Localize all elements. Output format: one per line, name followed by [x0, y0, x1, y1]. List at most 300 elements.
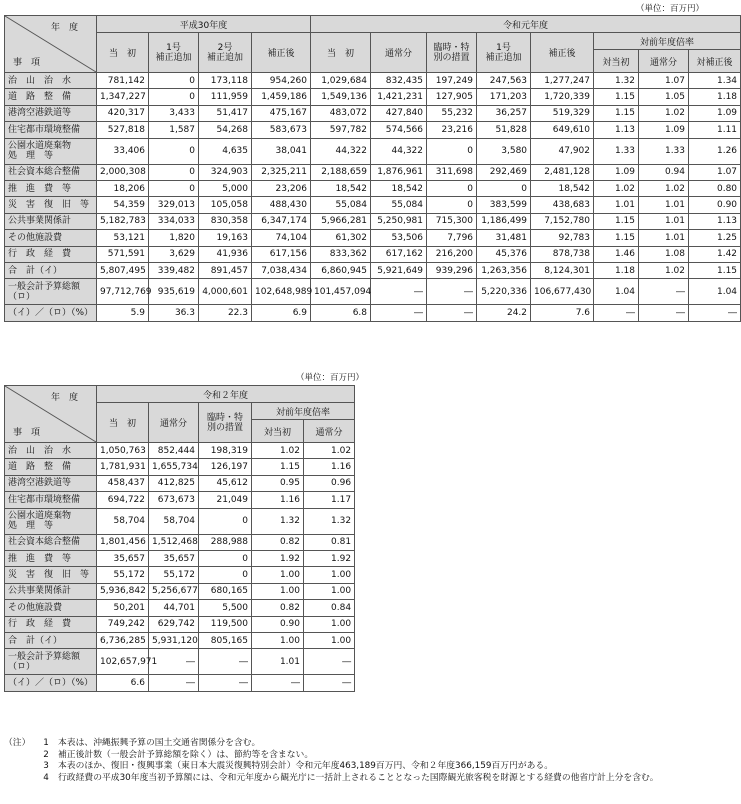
table-cell: 0.94: [639, 164, 689, 180]
note-text: 行政経費の平成30年度当初予算額には、令和元年度から観光庁に一括計上されることとなった国際観光旅客税を財源とする経費の他省庁計上分を含む。: [58, 772, 659, 783]
table-cell: 1.09: [639, 122, 689, 138]
table-cell: ―: [252, 675, 304, 691]
table-cell: 23,216: [427, 122, 477, 138]
table-cell: 1.15: [594, 105, 639, 121]
table-row: [5, 138, 741, 164]
row-label: 住宅都市環境整備: [5, 122, 97, 138]
row-label: 行 政 経 費: [5, 616, 97, 632]
corner-item-label: 事 項: [13, 58, 41, 68]
table-cell: 111,959: [199, 89, 252, 105]
table-cell: 55,084: [371, 197, 427, 213]
table-cell: 1.00: [304, 616, 355, 632]
table-cell: 5,256,677: [149, 583, 199, 599]
table-cell: 1,801,456: [97, 534, 149, 550]
table-cell: 97,712,769: [97, 279, 149, 305]
table-cell: 1.04: [689, 279, 741, 305]
corner2-year-label: 年 度: [50, 393, 78, 403]
row-label: 行 政 経 費: [5, 246, 97, 262]
row-label: （イ）／（ロ）（%）: [5, 305, 97, 321]
table-row: [5, 305, 741, 321]
note-number: 4: [43, 772, 49, 783]
table-cell: 0: [149, 180, 199, 196]
table-cell: 6.9: [252, 305, 311, 321]
table-cell: 0: [199, 508, 252, 534]
table-cell: 805,165: [199, 632, 252, 648]
table-cell: 24.2: [477, 305, 531, 321]
table-cell: 571,591: [97, 246, 149, 262]
table-cell: 1.02: [639, 105, 689, 121]
table-cell: 1,876,961: [371, 164, 427, 180]
unit-label-top: （単位：百万円）: [635, 4, 704, 14]
note-number: 3: [43, 761, 49, 772]
table-cell: 0: [427, 138, 477, 164]
table-cell: 19,163: [199, 230, 252, 246]
table-cell: 833,362: [311, 246, 371, 262]
table-cell: 1.02: [639, 180, 689, 196]
table-cell: 5,182,783: [97, 213, 149, 229]
table-cell: 1,655,734: [149, 459, 199, 475]
table-cell: 0.96: [304, 475, 355, 491]
table-cell: 1.16: [252, 492, 304, 508]
table-cell: 18,542: [311, 180, 371, 196]
table-cell: 1.46: [594, 246, 639, 262]
table-cell: 878,738: [531, 246, 594, 262]
table-row: [5, 73, 741, 89]
t2-col-vs-initial: 対当初: [252, 420, 304, 443]
header-fy2018: 平成30年度: [97, 16, 311, 33]
table-row: [5, 89, 741, 105]
table-cell: 1.32: [252, 508, 304, 534]
budget-table-2018-2019: [4, 15, 741, 322]
note-number: 1: [43, 738, 49, 748]
table-cell: 0.81: [304, 534, 355, 550]
table-cell: 0: [149, 138, 199, 164]
table-cell: 1.02: [252, 443, 304, 459]
table-cell: 311,698: [427, 164, 477, 180]
table-cell: 3,629: [149, 246, 199, 262]
table-cell: 3,433: [149, 105, 199, 121]
table-cell: 1.08: [639, 246, 689, 262]
table-cell: 1.05: [639, 89, 689, 105]
table-row: [5, 105, 741, 121]
table-cell: 5,966,281: [311, 213, 371, 229]
table-cell: 0.80: [689, 180, 741, 196]
table-cell: 1.13: [689, 213, 741, 229]
table-row: [5, 262, 741, 278]
table-cell: 629,742: [149, 616, 199, 632]
table-cell: 58,704: [149, 508, 199, 534]
table-corner-header: [5, 16, 97, 73]
table-cell: 0.82: [252, 600, 304, 616]
table-cell: 41,936: [199, 246, 252, 262]
table-cell: 101,457,094: [311, 279, 371, 305]
table-row: [5, 475, 355, 491]
table-cell: 1.18: [689, 89, 741, 105]
table-cell: 0: [199, 550, 252, 566]
table-cell: 0: [149, 164, 199, 180]
row-label: 推 進 費 等: [5, 180, 97, 196]
table-cell: ―: [689, 305, 741, 321]
table-cell: 55,172: [149, 567, 199, 583]
table-cell: 31,481: [477, 230, 531, 246]
table-cell: 5,500: [199, 600, 252, 616]
table-cell: 0: [199, 567, 252, 583]
header-fy2020: 令和２年度: [97, 386, 355, 403]
table-cell: 5,936,842: [97, 583, 149, 599]
table-cell: 4,635: [199, 138, 252, 164]
table-row: [5, 443, 355, 459]
table-cell: 6,347,174: [252, 213, 311, 229]
table-cell: 5,250,981: [371, 213, 427, 229]
table-cell: ―: [639, 305, 689, 321]
table-cell: 2,325,211: [252, 164, 311, 180]
table-cell: 216,200: [427, 246, 477, 262]
table-cell: 0.90: [689, 197, 741, 213]
col-after: 補正後: [252, 33, 311, 73]
table-cell: 53,121: [97, 230, 149, 246]
table-cell: 583,673: [252, 122, 311, 138]
row-label: 道 路 整 備: [5, 459, 97, 475]
table-row: [5, 180, 741, 196]
table-cell: 427,840: [371, 105, 427, 121]
col-after-2019: 補正後: [531, 33, 594, 73]
table-cell: 35,657: [149, 550, 199, 566]
table-cell: 1.16: [304, 459, 355, 475]
table-cell: 5,220,336: [477, 279, 531, 305]
table-cell: ―: [304, 649, 355, 675]
row-label: 推 進 費 等: [5, 550, 97, 566]
table-cell: 53,506: [371, 230, 427, 246]
table-row: [5, 534, 355, 550]
table-cell: 1.02: [304, 443, 355, 459]
table-cell: 1,277,247: [531, 73, 594, 89]
table-cell: 1.15: [252, 459, 304, 475]
table-cell: 7.6: [531, 305, 594, 321]
table-cell: 5,807,495: [97, 262, 149, 278]
table-cell: 1,029,684: [311, 73, 371, 89]
table-cell: 50,201: [97, 600, 149, 616]
table-cell: 45,612: [199, 475, 252, 491]
table-cell: 339,482: [149, 262, 199, 278]
table-cell: 38,041: [252, 138, 311, 164]
table-cell: 74,104: [252, 230, 311, 246]
row-label: その他施設費: [5, 600, 97, 616]
row-label: 治 山 治 水: [5, 443, 97, 459]
table-cell: 1.33: [594, 138, 639, 164]
table-cell: ―: [594, 305, 639, 321]
row-label: 公園水道廃棄物 処 理 等: [5, 508, 97, 534]
table-cell: 2,188,659: [311, 164, 371, 180]
table-cell: 171,203: [477, 89, 531, 105]
corner-year-label: 年 度: [50, 23, 78, 33]
table-row: [5, 230, 741, 246]
table-cell: 1,263,356: [477, 262, 531, 278]
table-cell: 1.15: [689, 262, 741, 278]
note-head: [4, 750, 34, 762]
table-cell: 680,165: [199, 583, 252, 599]
table-cell: ―: [427, 305, 477, 321]
table-cell: 55,084: [311, 197, 371, 213]
table-row: [5, 616, 355, 632]
table2-corner-header: [5, 386, 97, 443]
note-item: [4, 773, 706, 785]
table-row: [5, 632, 355, 648]
table-cell: 519,329: [531, 105, 594, 121]
table-cell: 1.18: [594, 262, 639, 278]
row-label: 港湾空港鉄道等: [5, 475, 97, 491]
row-label: 災 害 復 旧 等: [5, 567, 97, 583]
row-label: 公園水道廃棄物 処 理 等: [5, 138, 97, 164]
table-cell: 3,580: [477, 138, 531, 164]
col-normal: 通常分: [371, 33, 427, 73]
table-cell: 197,249: [427, 73, 477, 89]
table-cell: 54,359: [97, 197, 149, 213]
row-label: 公共事業関係計: [5, 213, 97, 229]
table-cell: 420,317: [97, 105, 149, 121]
table-cell: 22.3: [199, 305, 252, 321]
table-cell: 1.00: [304, 632, 355, 648]
table-cell: 649,610: [531, 122, 594, 138]
table-cell: 7,152,780: [531, 213, 594, 229]
table-cell: 173,118: [199, 73, 252, 89]
table-cell: 44,701: [149, 600, 199, 616]
t2-col-initial: 当 初: [97, 403, 149, 443]
table-cell: 574,566: [371, 122, 427, 138]
table-cell: 1.00: [252, 632, 304, 648]
corner2-item-label: 事 項: [13, 428, 41, 438]
note-item: [4, 738, 706, 750]
table-cell: 1.15: [594, 230, 639, 246]
table-cell: 1.01: [594, 197, 639, 213]
table-cell: 0: [149, 89, 199, 105]
table-cell: 1,421,231: [371, 89, 427, 105]
row-label: その他施設費: [5, 230, 97, 246]
table-cell: 5,931,120: [149, 632, 199, 648]
table-cell: 105,058: [199, 197, 252, 213]
table-cell: 126,197: [199, 459, 252, 475]
table-cell: 412,825: [149, 475, 199, 491]
row-label: 一般会計予算総額 （ロ）: [5, 279, 97, 305]
table-cell: ―: [304, 675, 355, 691]
table-cell: 5.9: [97, 305, 149, 321]
note-text: 本表は、沖縄振興予算の国土交通省関係分を含む。: [58, 738, 261, 748]
table-cell: 852,444: [149, 443, 199, 459]
table-cell: 0.84: [304, 600, 355, 616]
table-cell: 1.01: [252, 649, 304, 675]
table-cell: ―: [149, 649, 199, 675]
table-cell: 1.00: [252, 567, 304, 583]
row-label: 社会資本総合整備: [5, 164, 97, 180]
table-cell: 1,720,339: [531, 89, 594, 105]
table-row: [5, 649, 355, 675]
unit-label-mid: （単位：百万円）: [296, 373, 365, 383]
table-cell: 1.92: [252, 550, 304, 566]
table-row: [5, 492, 355, 508]
col-initial: 当 初: [97, 33, 149, 73]
table-cell: ―: [371, 305, 427, 321]
table-cell: 1.00: [304, 567, 355, 583]
table-cell: 35,657: [97, 550, 149, 566]
table-cell: 51,828: [477, 122, 531, 138]
table-row: [5, 213, 741, 229]
table-row: [5, 550, 355, 566]
col-vs-after: 対補正後: [689, 50, 741, 73]
table-cell: 329,013: [149, 197, 199, 213]
table-cell: 1.32: [304, 508, 355, 534]
col-supp2: 2号 補正追加: [199, 33, 252, 73]
table-cell: 891,457: [199, 262, 252, 278]
table-cell: 832,435: [371, 73, 427, 89]
notes-section: [4, 738, 706, 784]
table-cell: 127,905: [427, 89, 477, 105]
table-row: [5, 583, 355, 599]
table-cell: 830,358: [199, 213, 252, 229]
table-cell: 488,430: [252, 197, 311, 213]
table-cell: 8,124,301: [531, 262, 594, 278]
header-ratio: 対前年度倍率: [594, 33, 741, 50]
table-cell: ―: [639, 279, 689, 305]
table-cell: 1.01: [639, 230, 689, 246]
note-item: [4, 761, 706, 773]
row-label: 合 計（イ）: [5, 262, 97, 278]
table-cell: 102,657,971: [97, 649, 149, 675]
row-label: 港湾空港鉄道等: [5, 105, 97, 121]
table-cell: 1,186,499: [477, 213, 531, 229]
table-cell: 1,820: [149, 230, 199, 246]
table-cell: 5,000: [199, 180, 252, 196]
table-cell: 55,232: [427, 105, 477, 121]
table-cell: 7,796: [427, 230, 477, 246]
table-cell: 18,206: [97, 180, 149, 196]
table-row: [5, 600, 355, 616]
t2-col-normal: 通常分: [149, 403, 199, 443]
table-cell: 44,322: [371, 138, 427, 164]
table-cell: 288,988: [199, 534, 252, 550]
table-cell: 198,319: [199, 443, 252, 459]
table-cell: 2,000,308: [97, 164, 149, 180]
table-cell: 475,167: [252, 105, 311, 121]
table-cell: 483,072: [311, 105, 371, 121]
table-cell: 617,156: [252, 246, 311, 262]
table-cell: 673,673: [149, 492, 199, 508]
table-cell: 1,512,468: [149, 534, 199, 550]
table-cell: 23,206: [252, 180, 311, 196]
table-cell: 21,049: [199, 492, 252, 508]
row-label: 一般会計予算総額 （ロ）: [5, 649, 97, 675]
table-cell: 0.90: [252, 616, 304, 632]
table-cell: 0.95: [252, 475, 304, 491]
table-cell: 119,500: [199, 616, 252, 632]
table-row: [5, 122, 741, 138]
table-cell: 0: [427, 180, 477, 196]
table-row: [5, 246, 741, 262]
table-cell: 1.09: [594, 164, 639, 180]
note-number: 2: [43, 749, 49, 760]
row-label: 住宅都市環境整備: [5, 492, 97, 508]
table-cell: 4,000,601: [199, 279, 252, 305]
table-cell: 0: [477, 180, 531, 196]
row-label: 災 害 復 旧 等: [5, 197, 97, 213]
table-cell: 0.82: [252, 534, 304, 550]
table-cell: ―: [149, 675, 199, 691]
table-cell: 36.3: [149, 305, 199, 321]
table-cell: 18,542: [531, 180, 594, 196]
table-cell: 1.17: [304, 492, 355, 508]
table-cell: 1.25: [689, 230, 741, 246]
col-supp1-2019: 1号 補正追加: [477, 33, 531, 73]
table-cell: 102,648,989: [252, 279, 311, 305]
table-cell: 1,549,136: [311, 89, 371, 105]
table-cell: 7,038,434: [252, 262, 311, 278]
t2-col-special: 臨時・特 別の措置: [199, 403, 252, 443]
table-row: [5, 279, 741, 305]
col-supp1: 1号 補正追加: [149, 33, 199, 73]
table-cell: 324,903: [199, 164, 252, 180]
table-cell: 6,736,285: [97, 632, 149, 648]
table-cell: 1.01: [639, 197, 689, 213]
table-cell: 1.09: [689, 105, 741, 121]
table-cell: 61,302: [311, 230, 371, 246]
table-cell: 1.32: [594, 73, 639, 89]
table-cell: 247,563: [477, 73, 531, 89]
note-head: [4, 773, 34, 785]
table-cell: 1.92: [304, 550, 355, 566]
row-label: 社会資本総合整備: [5, 534, 97, 550]
note-text: 補正後計数（一般会計予算総額を除く）は、節約等を含まない。: [58, 749, 314, 760]
table-cell: 33,406: [97, 138, 149, 164]
table-row: [5, 567, 355, 583]
table-cell: 1.00: [252, 583, 304, 599]
table-cell: 1.11: [689, 122, 741, 138]
table-cell: 1.00: [304, 583, 355, 599]
table-cell: 939,296: [427, 262, 477, 278]
table-cell: 1.42: [689, 246, 741, 262]
table-cell: 527,818: [97, 122, 149, 138]
table-cell: 694,722: [97, 492, 149, 508]
note-text: 本表のほか、復旧・復興事業（東日本大震災復興特別会計）令和元年度463,189百万円、令和２年度366,159百万円がある。: [58, 761, 554, 772]
table-cell: 1.33: [639, 138, 689, 164]
table-cell: 5,921,649: [371, 262, 427, 278]
col-initial-2019: 当 初: [311, 33, 371, 73]
row-label: 公共事業関係計: [5, 583, 97, 599]
table-cell: 935,619: [149, 279, 199, 305]
table-cell: 1.26: [689, 138, 741, 164]
t2-col-vs-normal: 通常分: [304, 420, 355, 443]
note-item: [4, 750, 706, 762]
table-cell: 1.34: [689, 73, 741, 89]
table-cell: 6,860,945: [311, 262, 371, 278]
table-cell: 383,599: [477, 197, 531, 213]
budget-table-2020: [4, 385, 355, 692]
table-row: [5, 459, 355, 475]
table-cell: 1,781,931: [97, 459, 149, 475]
table-cell: 1.02: [639, 262, 689, 278]
table-cell: 1.02: [594, 180, 639, 196]
table-cell: 0: [427, 197, 477, 213]
table-row: [5, 508, 355, 534]
table-cell: 106,677,430: [531, 279, 594, 305]
table-cell: 438,683: [531, 197, 594, 213]
table-cell: 47,902: [531, 138, 594, 164]
note-head: （注）: [4, 738, 31, 748]
table-cell: 44,322: [311, 138, 371, 164]
t2-header-ratio: 対前年度倍率: [252, 403, 355, 420]
table-cell: 1.15: [594, 89, 639, 105]
header-fy2019: 令和元年度: [311, 16, 741, 33]
row-label: 治 山 治 水: [5, 73, 97, 89]
table-cell: 1,347,227: [97, 89, 149, 105]
table-cell: 1,459,186: [252, 89, 311, 105]
